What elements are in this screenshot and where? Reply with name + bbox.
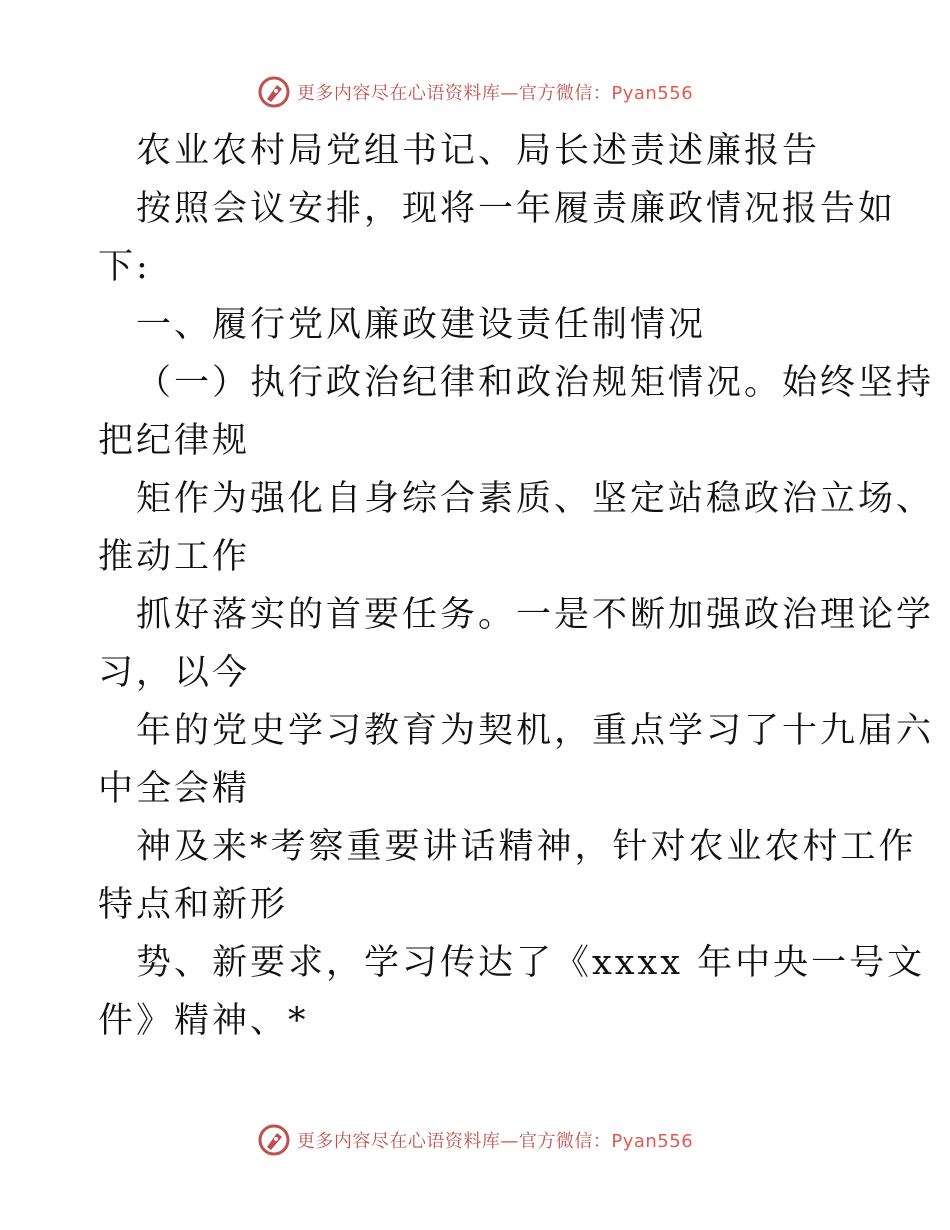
- pen-nib-logo-icon: [257, 1123, 291, 1157]
- footer-watermark: [0, 1120, 950, 1160]
- watermark-text: 更多内容尽在心语资料库—官方微信：Pyan556: [296, 1131, 694, 1152]
- paragraph-line: 特点和新形: [98, 885, 289, 925]
- paragraph-line: 把纪律规: [98, 421, 251, 461]
- paragraph-line: 年的党史学习教育为契机，重点学习了十九届六: [136, 711, 935, 751]
- paragraph-line: 矩作为强化自身综合素质、坚定站稳政治立场、: [136, 479, 935, 519]
- header-watermark: [0, 72, 950, 112]
- paragraph-line: 中全会精: [98, 769, 251, 809]
- paragraph-line: 抓好落实的首要任务。一是不断加强政治理论学: [136, 595, 935, 635]
- paragraph-line: （一）执行政治纪律和政治规矩情况。始终坚持: [136, 363, 935, 403]
- document-body: [98, 122, 935, 1050]
- section-heading: 一、履行党风廉政建设责任制情况: [136, 305, 707, 345]
- watermark-text: 更多内容尽在心语资料库—官方微信：Pyan556: [296, 83, 694, 104]
- paragraph-line: 推动工作: [98, 537, 251, 577]
- document-title: 农业农村局党组书记、局长述责述廉报告: [136, 131, 821, 171]
- paragraph-line: 件》精神、*: [98, 1001, 309, 1041]
- paragraph-line: 神及来*考察重要讲话精神，针对农业农村工作: [136, 827, 917, 867]
- paragraph-line: 势、新要求，学习传达了《xxxx 年中央一号文: [136, 943, 926, 983]
- watermark-wechat-id: Pyan556: [611, 83, 694, 104]
- paragraph-line: 按照会议安排，现将一年履责廉政情况报告如: [136, 189, 897, 229]
- paragraph-line: 下:: [98, 247, 151, 287]
- paragraph-line: 习，以今: [98, 653, 251, 693]
- watermark-wechat-id: Pyan556: [611, 1131, 694, 1152]
- pen-nib-logo-icon: [257, 75, 291, 109]
